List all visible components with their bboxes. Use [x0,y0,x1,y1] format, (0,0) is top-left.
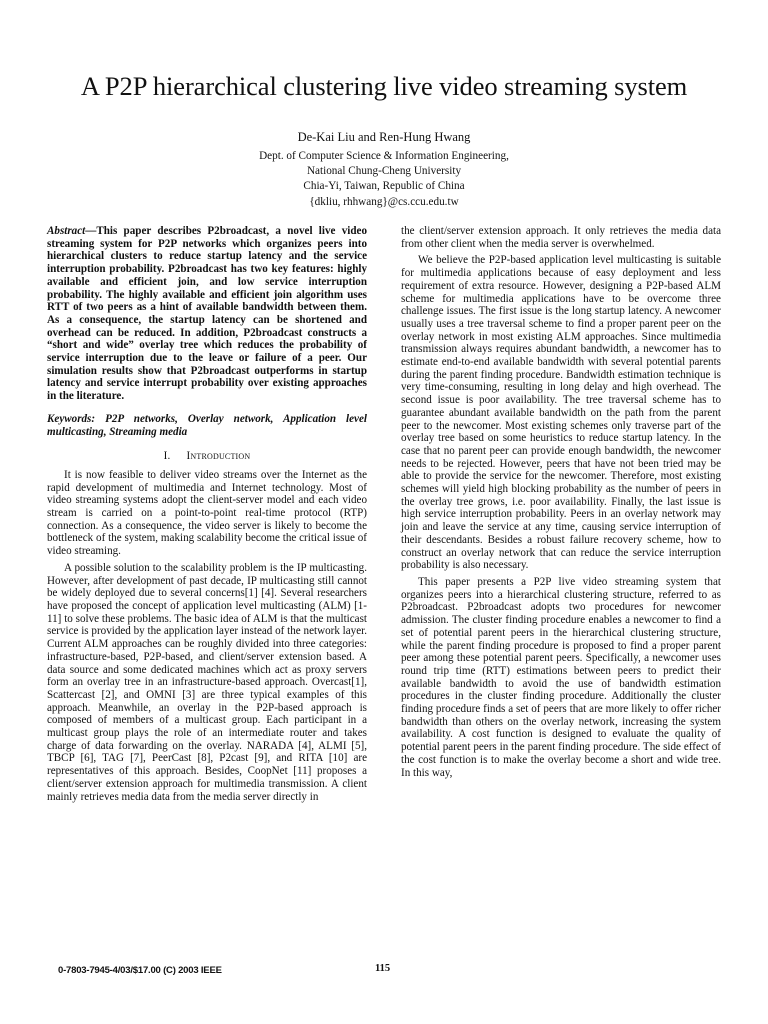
section-number: I. [163,450,171,463]
affiliation-line: Chia-Yi, Taiwan, Republic of China [303,180,465,193]
affiliation-block [0,149,768,210]
paper-title: A P2P hierarchical clustering live video streaming system [80,71,688,101]
abstract-label: Abstract [47,225,86,237]
left-column [47,225,367,807]
section-title: Introduction [186,450,251,463]
keywords-label: Keywords: [47,412,96,425]
copyright-footer: 0-7803-7945-4/03/$17.00 (C) 2003 IEEE [58,965,222,976]
page-number: 115 [375,963,391,974]
keywords [47,413,367,438]
body-paragraph: We believe the P2P-based application level multicasting is suitable for multimedia applications because of easy deployment and less requirement of extra resource. However, designing a P2P-based ALM scheme for multimedia applications have to be overcome three challenge issues. The first issue is the long startup latency. A newcomer usually uses a tree traversal scheme to find a proper parent peer on the overlay network in most existing ALM approaches. Since multimedia transmission always requires abundant bandwidth, a newcomer has to estimate end-to-end available bandwidth with several potential parents during the parent finding procedure. Bandwidth estimation technique is very time-consuming, resulting in long delay and high overhead. The second issue is poor availability. The tree traversal scheme has to guarantee abundant available bandwidth on the path from the parent peer to the newcomer. Most existing schemes only traverse part of the overlay tree based on some heuristics to reduce startup latency. In the case that no parent peer can provide enough bandwidth, the newcomer needs to be rejected. However, peers that have not been tried may be able to provide the service for the newcomer. Therefore, most existing schemes will yield high blocking probability as the number of peers in the overlay tree grows, i.e. poor availability. Finally, the last issue is high service interruption probability. Peers in an overlay network may join and leave the service at any time, causing service interruption of their descendants. Besides a robust failure recovery scheme, how to construct an overlay network that can reduce the service interruption probability is also necessary. [401,254,721,572]
body-paragraph: This paper presents a P2P live video streaming system that organizes peers into a hierarchical clustering structure, referred to as P2broadcast. P2broadcast adopts two procedures for newcomer admission. The cluster finding procedure enables a newcomer to find a set of potential parent peers in the hierarchical clustering structure, while the parent finding procedure is proposed to find a proper parent peer among these potential parent peers. Specifically, a newcomer uses round trip time (RTT) estimations between peers to predict their available bandwidth to avoid the use of bandwidth estimation procedures in the cluster finding procedure. Additionally the cluster finding procedure finds a set of peers that are more likely to offer richer bandwidth than others on the overlay network, increasing the system availability. A cost function is designed to evaluate the quality of potential parent peers in the parent finding procedure. The side effect of the cost function is to make the overlay become a short and wide tree. In this way, [401,575,721,779]
body-paragraph-continued: the client/server extension approach. It only retrieves the media data from other client when the media server is overwhelmed. [401,225,721,250]
abstract-text: —This paper describes P2broadcast, a novel live video streaming system for P2P networks which organizes peers into hierarchical clusters to reduce startup latency and the service interruption probability. P2broadcast has two key features: highly available and efficient join, and low service interruption probability. The highly available and efficient join algorithm uses RTT of two peers as a hint of available bandwidth between them. As a consequence, the startup latency can be shortened and overhead can be reduced. In addition, P2broadcast constructs a “short and wide” overlay tree which reduces the probability of service interruption due to the leave or failure of a peer. Our simulation results show that P2broadcast outperforms in startup latency and service interrupt probability over existing approaches in the literature. [47,225,367,403]
affiliation-line: National Chung-Cheng University [306,165,462,178]
keywords-text: P2P networks, Overlay network, Application level multicasting, Streaming media [47,412,367,438]
author-email: {dkliu, rhhwang}@cs.ccu.edu.tw [309,195,459,208]
body-paragraph: A possible solution to the scalability problem is the IP multicasting. However, after development of past decade, IP multicasting still cannot be widely deployed due to several concerns[1] [4]. Several researchers have proposed the concept of application level multicasting (ALM) [1-11] to solve these problems. The basic idea of ALM is that the multicast service is provided by the application layer instead of the network layer. Current ALM approaches can be roughly divided into three categories: infrastructure-based, P2P-based, and client/server extension based. A data source and some dedicated machines which act as proxy servers form an overlay tree in an infrastructure-based approach. Overcast[1], Scattercast [2], and OMNI [3] are three typical examples of this approach. Meanwhile, an overlay in the P2P-based approach is composed of members of a multicast group. Each participant in a multicast group plays the role of an intermediate router and takes charge of data forwarding on the overlay. NARADA [4], ALMI [5], TBCP [6], TAG [7], PeerCast [8], P2cast [9], and RITA [10] are representatives of this approach. Besides, CoopNet [11] proposes a client/server extension approach for multimedia transmission. A client mainly retrieves media data from the media server directly in [47,561,367,803]
affiliation-line: Dept. of Computer Science & Information Engineering, [259,150,509,162]
body-paragraph: It is now feasible to deliver video streams over the Internet as the rapid development of multimedia and Internet technology. Most of video streaming systems adopt the client-server model and each video stream is carried on a point-to-point real-time protocol (RTP) connection. As a consequence, the video server is likely to become the bottleneck of the system, making scalability become the critical issue of video streaming. [47,468,367,558]
abstract [47,225,367,403]
section-heading-introduction [47,450,367,463]
author-names: De-Kai Liu and Ren-Hung Hwang [297,130,471,144]
right-column [401,225,721,783]
